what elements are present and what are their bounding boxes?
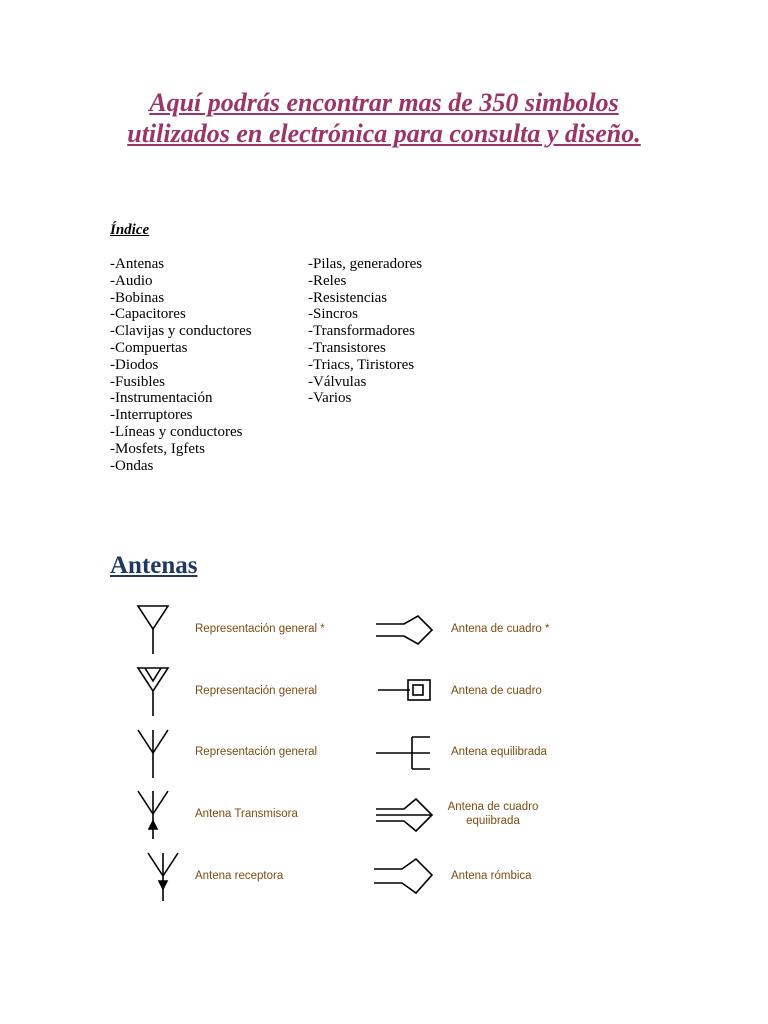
page-title: Aquí podrás encontrar mas de 350 simbolos utilizados en electrónica para consulta y diseño. [127, 88, 641, 148]
index-item: -Transistores [308, 339, 386, 356]
index-item: -Sincros [308, 306, 358, 323]
index-item: -Resistencias [308, 289, 388, 306]
antenna-triangle-icon [132, 603, 176, 655]
index-item: -Diodos [110, 356, 159, 373]
symbol-label: Representación general * [195, 623, 325, 635]
index-item: -Audio [110, 272, 153, 289]
symbol-label: Antena receptora [195, 870, 284, 882]
loop-antenna-diamond-icon [374, 614, 436, 646]
symbol-label: Antena de cuadro * [451, 623, 550, 635]
antenna-receiver-icon [142, 851, 186, 903]
index-item: -Válvulas [308, 373, 367, 390]
index-item: -Interruptores [110, 407, 193, 424]
index-item: -Transformadores [308, 323, 415, 340]
index-item: -Compuertas [110, 339, 188, 356]
antenna-double-triangle-icon [132, 665, 176, 717]
index-item: -Pilas, generadores [308, 256, 423, 272]
index-item: -Antenas [110, 256, 165, 272]
symbol-label: Representación general [195, 685, 318, 697]
index-item: -Capacitores [110, 306, 186, 323]
index-item: -Fusibles [110, 373, 166, 390]
index-item: -Ondas [110, 457, 154, 474]
balanced-loop-antenna-icon [374, 797, 436, 833]
symbol-label: Antena Transmisora [195, 808, 298, 820]
symbol-label: Representación general [195, 746, 318, 758]
index-item: -Líneas y conductores [110, 423, 243, 440]
antenna-y-icon [132, 728, 176, 780]
section-heading-antenas: Antenas [110, 552, 198, 579]
index-heading: Índice [110, 222, 150, 238]
index-item: -Mosfets, Igfets [110, 440, 205, 457]
rhombic-antenna-icon [372, 857, 438, 897]
symbol-label: Antena de cuadro equiibrada [447, 801, 539, 827]
index-item: -Triacs, Tiristores [308, 356, 415, 373]
index-item: -Varios [308, 390, 352, 407]
index-item: -Bobinas [110, 289, 165, 306]
index-column-2 [308, 256, 422, 407]
index-item: -Instrumentación [110, 390, 213, 407]
symbol-label: Antena de cuadro [451, 685, 542, 697]
index-column-1 [110, 256, 252, 474]
symbol-label: Antena rómbica [451, 870, 532, 882]
loop-antenna-square-icon [374, 676, 436, 708]
symbol-label: Antena equilibrada [451, 746, 547, 758]
balanced-antenna-icon [374, 735, 436, 771]
antenna-transmitter-icon [132, 789, 176, 841]
index-item: -Clavijas y conductores [110, 323, 252, 340]
index-item: -Reles [308, 272, 347, 289]
